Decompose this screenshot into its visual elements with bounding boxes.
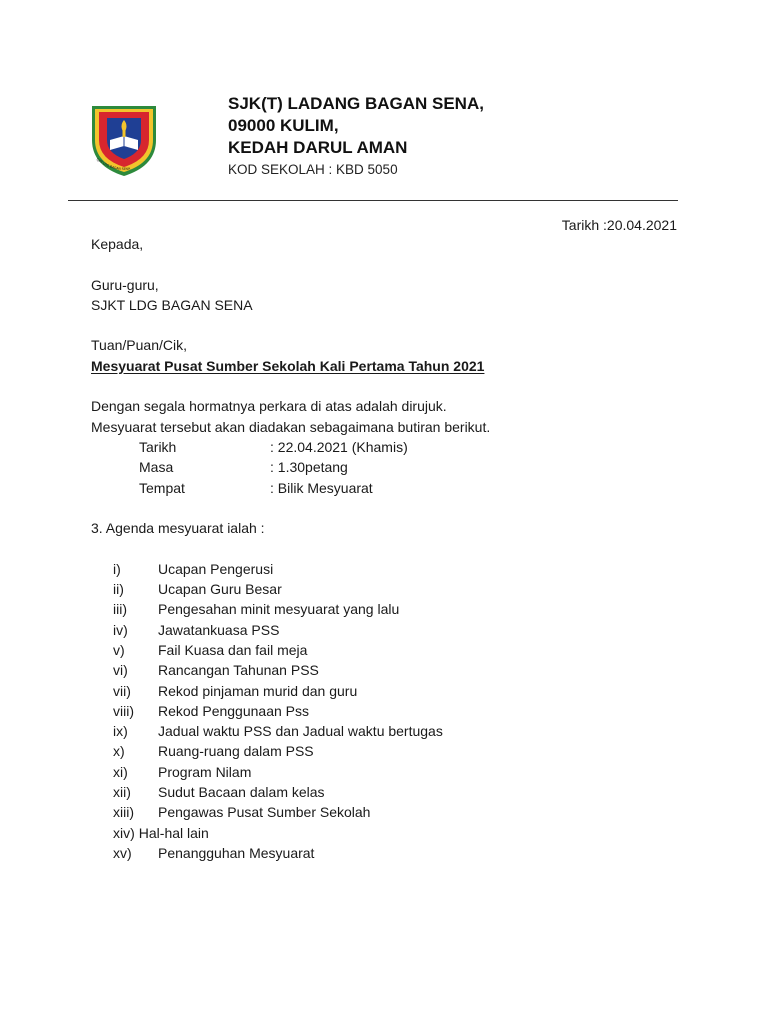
agenda-item [91,721,691,741]
agenda-text: Rekod Penggunaan Pss [158,702,309,719]
letterhead-divider [68,200,678,201]
agenda-number: vi) [113,662,128,679]
school-state: KEDAH DARUL AMAN [228,138,408,157]
agenda-item [91,843,691,863]
detail-row-time [91,457,691,477]
agenda-item [91,681,691,701]
agenda-text: Rancangan Tahunan PSS [158,662,319,679]
agenda-heading: 3. Agenda mesyuarat ialah : [91,520,265,537]
detail-label: Tempat [139,479,185,496]
agenda-text: Sudut Bacaan dalam kelas [158,784,325,801]
crest-torch-handle [123,130,126,137]
detail-row-place [91,478,691,498]
school-postcode-city: 09000 KULIM, [228,116,339,135]
agenda-item [91,741,691,761]
agenda-text: Rekod pinjaman murid dan guru [158,682,358,699]
letterhead [228,93,484,180]
agenda-number: ii) [113,581,124,598]
agenda-number: xi) [113,763,128,780]
agenda-item [91,701,691,721]
agenda-item [91,599,691,619]
agenda-text: Jawatankuasa PSS [158,621,280,638]
agenda-item [91,559,691,579]
agenda-item [91,660,691,680]
greeting: Tuan/Puan/Cik, [91,337,187,354]
agenda-text: Hal-hal lain [138,824,209,841]
detail-label: Masa [139,459,174,476]
agenda-text: Jadual waktu PSS dan Jadual waktu bertugas [158,723,443,740]
agenda-text: Pengawas Pusat Sumber Sekolah [158,804,371,821]
detail-value: : 22.04.2021 (Khamis) [270,438,408,455]
intro-line-1: Dengan segala hormatnya perkara di atas adalah dirujuk. [91,398,447,415]
agenda-item [91,782,691,802]
agenda-text: Ucapan Guru Besar [158,581,282,598]
agenda-number: vii) [113,682,131,699]
agenda-number: viii) [113,702,134,719]
agenda-number: ix) [113,723,128,740]
agenda-text: Fail Kuasa dan fail meja [158,641,308,658]
agenda-number: xiv) [113,824,135,841]
school-name: SJK(T) LADANG BAGAN SENA, [228,94,484,113]
agenda-text: Ruang-ruang dalam PSS [158,743,314,760]
recipient-line-1: Guru-guru, [91,276,159,293]
letter-date: Tarikh :20.04.2021 [561,217,677,233]
school-crest-logo [88,100,160,180]
agenda-item [91,802,691,822]
agenda-number: xv) [113,844,132,861]
agenda-text: Pengesahan minit mesyuarat yang lalu [158,601,400,618]
agenda-item [91,823,691,843]
detail-value: : Bilik Mesyuarat [270,479,373,496]
detail-value: : 1.30petang [270,459,348,476]
agenda-number: v) [113,641,125,658]
detail-label: Tarikh [139,438,177,455]
intro-line-2: Mesyuarat tersebut akan diadakan sebagaimana butiran berikut. [91,418,491,435]
recipient-line-2: SJKT LDG BAGAN SENA [91,296,253,313]
agenda-text: Ucapan Pengerusi [158,560,274,577]
recipient-to: Kepada, [91,236,144,252]
detail-row-date [91,437,691,457]
agenda-item [91,640,691,660]
agenda-text: Program Nilam [158,763,252,780]
agenda-number: iv) [113,621,128,638]
agenda-number: i) [113,560,121,577]
school-code: KOD SEKOLAH : KBD 5050 [228,162,398,177]
agenda-number: xiii) [113,804,134,821]
letter-subject: Mesyuarat Pusat Sumber Sekolah Kali Pertama Tahun 2021 [91,357,485,374]
agenda-number: iii) [113,601,127,618]
agenda-item [91,579,691,599]
letter-body [91,234,691,863]
agenda-number: x) [113,743,125,760]
agenda-number: xii) [113,784,131,801]
crest-ribbon-text: SJKT LDG BAGAN SENA [95,157,131,172]
agenda-text: Penangguhan Mesyuarat [158,844,315,861]
agenda-item [91,620,691,640]
agenda-item [91,762,691,782]
